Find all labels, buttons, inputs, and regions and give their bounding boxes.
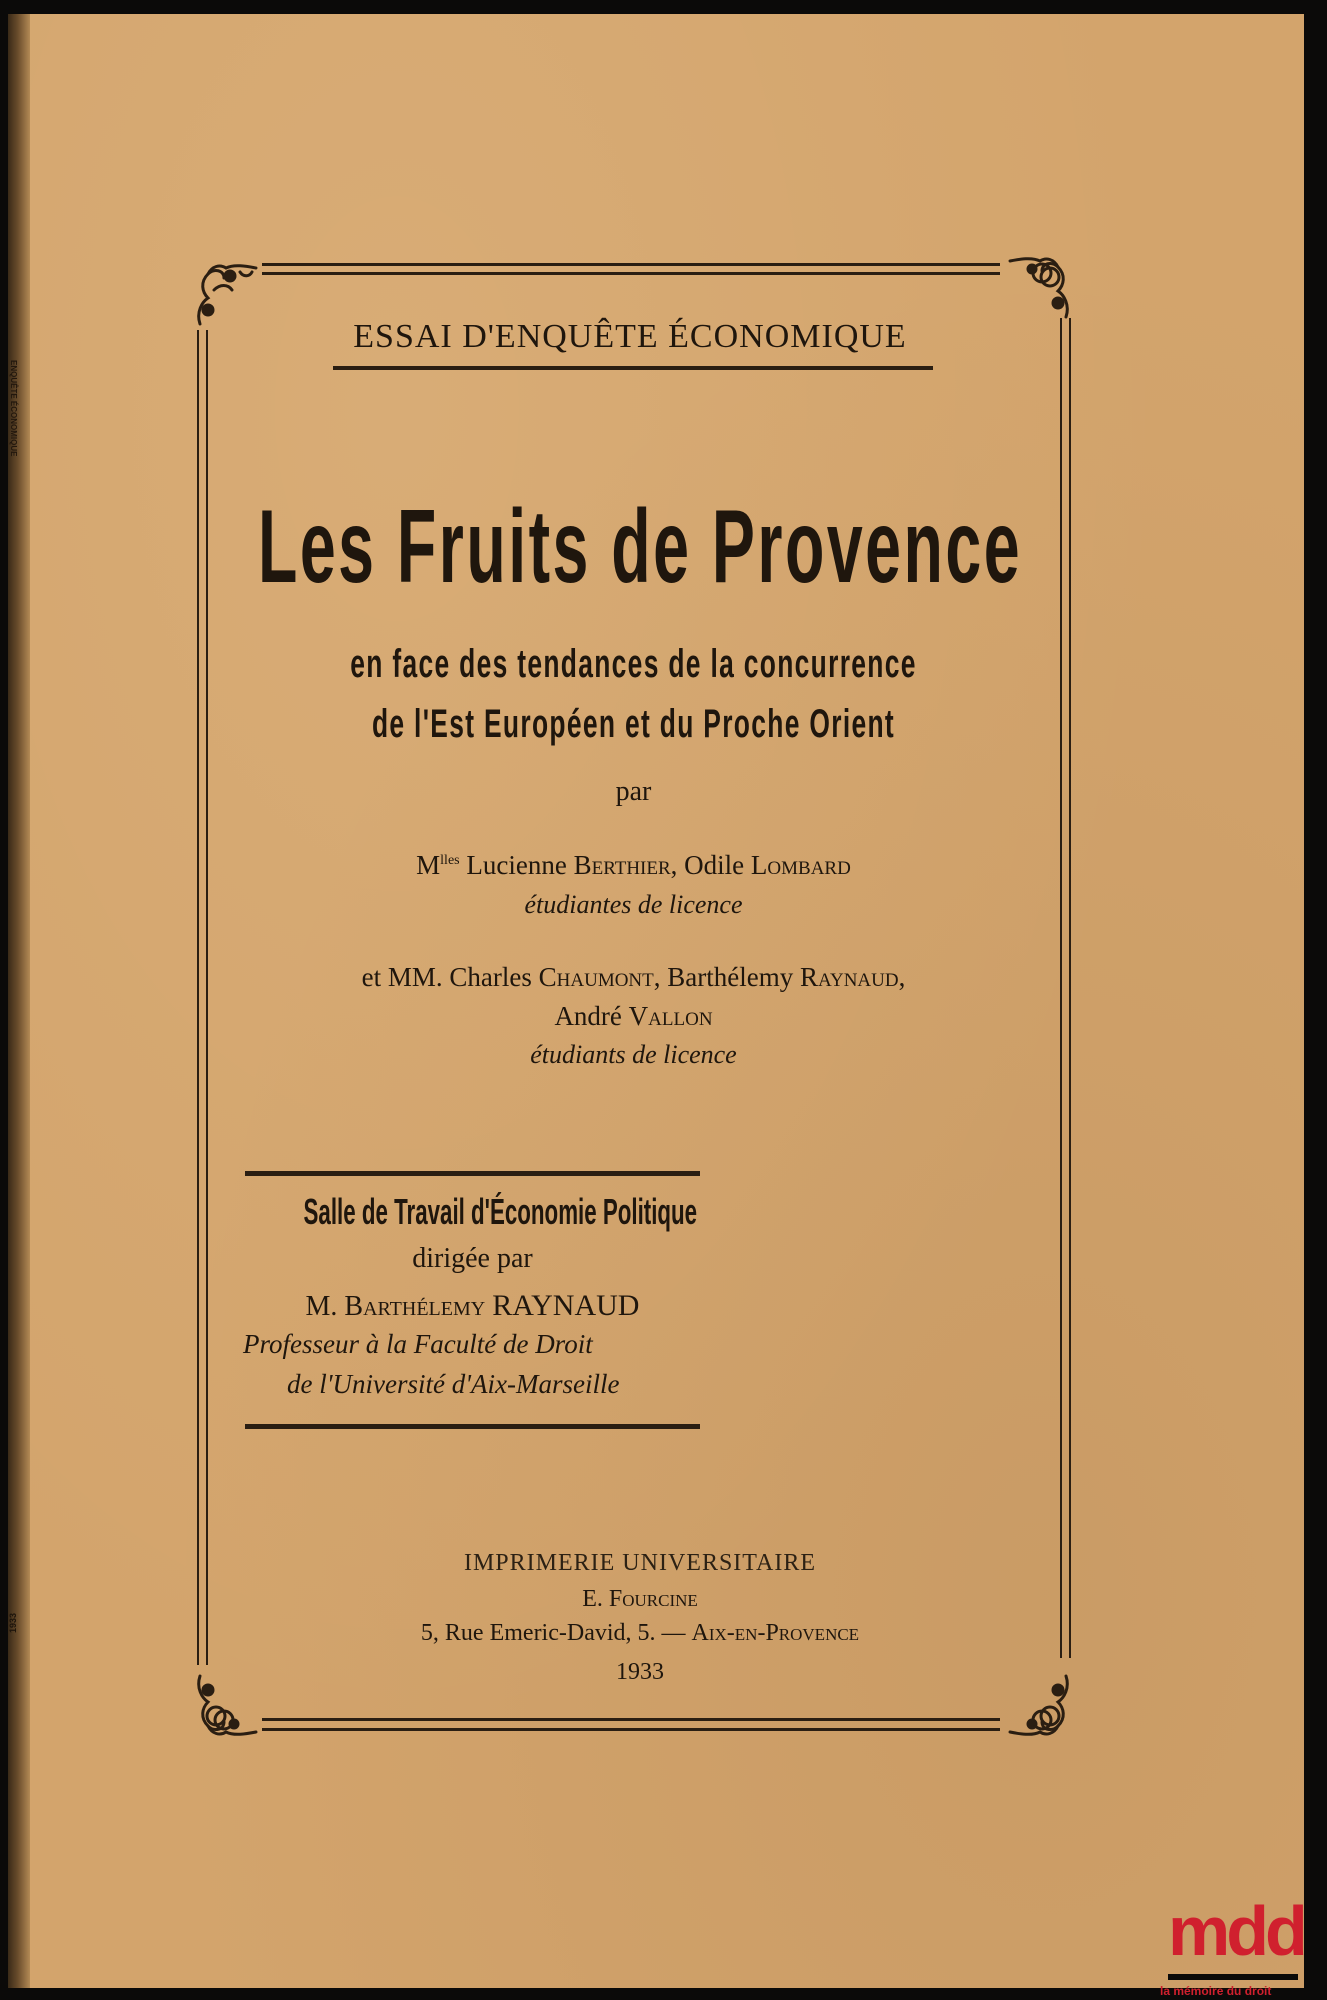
subtitle-line-1: en face des tendances de la concurrence (350, 642, 917, 686)
author-lombard: Lombard (750, 850, 851, 880)
series-heading: ESSAI D'ENQUÊTE ÉCONOMIQUE (353, 318, 907, 355)
director-title-line-1: Professeur à la Faculté de Droit (243, 1329, 593, 1359)
publisher-name: IMPRIMERIE UNIVERSITAIRE (463, 1550, 817, 1576)
direction-rule-top (245, 1171, 700, 1176)
direction-rule-bottom (245, 1424, 700, 1429)
publication-year: 1933 (616, 1659, 664, 1685)
authors-men-role: étudiants de licence (530, 1040, 737, 1069)
author-raynaud: Raynaud (799, 962, 899, 992)
director-name: M. Barthélemy RAYNAUD (305, 1289, 640, 1322)
ornament-top-right-icon (1006, 255, 1072, 325)
frame-bottom-line-2 (262, 1728, 1000, 1731)
direction-heading: Salle de Travail d'Économie Politique (303, 1191, 698, 1232)
frame-left-line-1 (197, 330, 199, 1665)
publisher-city: Aix-en-Provence (691, 1620, 860, 1646)
logo-bar (1168, 1974, 1298, 1980)
series-underline (333, 366, 933, 370)
frame-top-line-2 (262, 272, 1000, 275)
authors-men: et MM. Charles Chaumont, Barthélemy Raynaud, (361, 962, 906, 992)
authors-women: $M^{lles}$ Lucienne Berthier, Odile Lombard (416, 850, 851, 880)
spine-small-text: ENQUÊTE ÉCONOMIQUE (9, 360, 18, 457)
authors-men-line-2: André Vallon (554, 1001, 713, 1031)
by-label: par (615, 776, 652, 807)
directed-by-label: dirigée par (412, 1243, 533, 1274)
honorific-mlles: $M^{lles}$ (416, 850, 460, 880)
author-vallon: Vallon (628, 1001, 713, 1031)
mdd-logo (1160, 1892, 1318, 2000)
publisher-address: 5, Rue Emeric-David, 5. — Aix-en-Provence (420, 1620, 860, 1646)
logo-tagline: la mémoire du droit (1160, 1984, 1272, 1998)
authors-women-role: étudiantes de licence (524, 890, 743, 919)
frame-bottom-line-1 (262, 1718, 1000, 1721)
frame-left-line-2 (206, 330, 208, 1665)
logo-mark: mdd (1168, 1892, 1304, 1970)
director-title-line-2: de l'Université d'Aix-Marseille (287, 1369, 620, 1399)
author-berthier: Berthier (573, 850, 671, 880)
subtitle-line-2: de l'Est Européen et du Proche Orient (371, 702, 896, 746)
spine-year: 1933 (8, 1612, 19, 1634)
author-chaumont: Chaumont (538, 962, 654, 992)
printer-name: E. Fourcine (582, 1586, 698, 1612)
book-title: Les Fruits de Provence (257, 489, 1023, 605)
frame-top-line-1 (262, 263, 1000, 266)
